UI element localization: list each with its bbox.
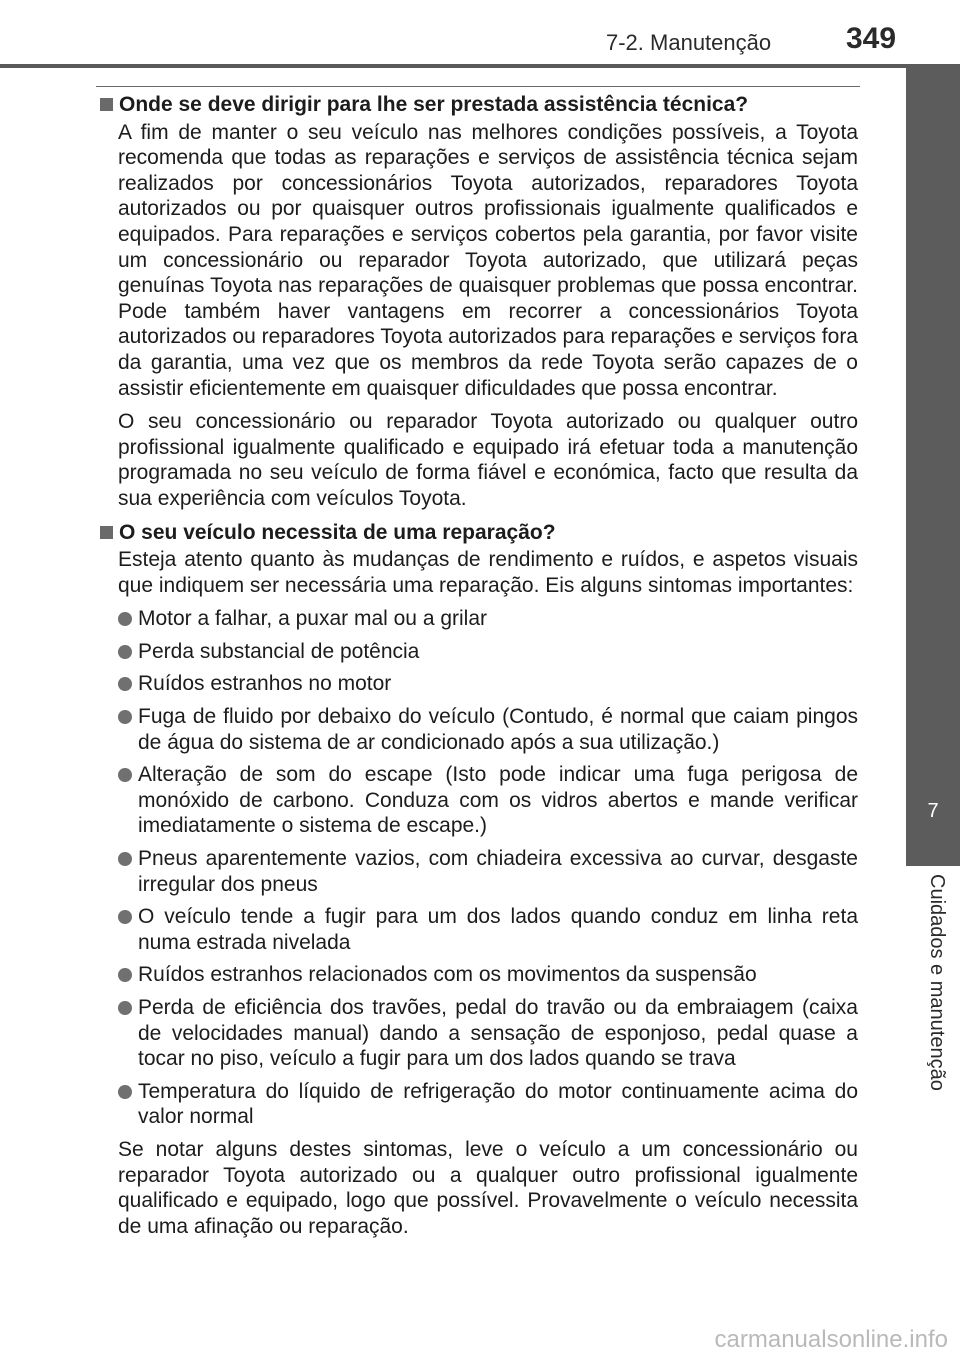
paragraph: O seu concessionário ou reparador Toyota autorizado ou qualquer outro profissional igualmente qualificado e equipado irá efetuar toda a manutenção programada no seu veículo de forma fiável e económica, facto que resulta da sua experiência com veículos Toyota. <box>118 410 858 510</box>
list-item-text: Alteração de som do escape (Isto pode indicar uma fuga perigosa de monóxido de carbono. Conduza com os vidros abertos e mande verificar imediatamente o sistema de escape.) <box>138 763 858 838</box>
circle-bullet-icon <box>118 968 132 982</box>
list-item <box>118 639 858 665</box>
section-heading-text: Onde se deve dirigir para lhe ser prestada assistência técnica? <box>119 93 749 116</box>
page-number: 349 <box>846 22 897 55</box>
circle-bullet-icon <box>118 677 132 691</box>
list-item <box>118 704 858 755</box>
square-bullet-icon <box>100 526 113 539</box>
content-top-rule <box>96 86 860 87</box>
section-heading-text: O seu veículo necessita de uma reparação? <box>119 520 556 544</box>
list-item <box>118 995 858 1072</box>
circle-bullet-icon <box>118 910 132 924</box>
list-item-text: Pneus aparentemente vazios, com chiadeira excessiva ao curvar, desgaste irregular dos pneus <box>138 847 858 896</box>
chapter-title: Cuidados e manutenção <box>926 874 948 1091</box>
chapter-number: 7 <box>927 800 939 822</box>
list-item <box>118 1079 858 1130</box>
circle-bullet-icon <box>118 612 132 626</box>
circle-bullet-icon <box>118 768 132 782</box>
list-item-text: Ruídos estranhos relacionados com os movimentos da suspensão <box>138 963 757 987</box>
list-item-text: Ruídos estranhos no motor <box>138 672 392 696</box>
list-item-text: Perda de eficiência dos travões, pedal do travão ou da embraiagem (caixa de velocidades manual) dando a sensação de esponjoso, pedal quase a tocar no piso, veículo a fugir para um dos lados quando se trava <box>138 996 858 1071</box>
closing-paragraph: Se notar alguns destes sintomas, leve o veículo a um concessionário ou reparador Toyota autorizado ou a qualquer outro profissional igualmente qualificado e equipado, logo que possível. Provavelmente o veículo necessita de uma afinação ou reparação. <box>118 1137 858 1238</box>
header-rule <box>0 64 960 68</box>
list-item <box>118 904 858 955</box>
circle-bullet-icon <box>118 1001 132 1015</box>
watermark: carmanualsonline.info <box>714 1326 948 1353</box>
paragraph: Esteja atento quanto às mudanças de rendimento e ruídos, e aspetos visuais que indiquem ser necessária uma reparação. Eis alguns sintomas importantes: <box>118 548 858 597</box>
chapter-side-tab <box>906 68 960 866</box>
page-content <box>96 92 858 1247</box>
list-item <box>118 606 858 632</box>
list-item-text: Fuga de fluido por debaixo do veículo (Contudo, é normal que caiam pingos de água do sistema de ar condicionado após a sua utilização.) <box>138 705 858 754</box>
circle-bullet-icon <box>118 852 132 866</box>
list-item-text: Motor a falhar, a puxar mal ou a grilar <box>138 607 488 631</box>
list-item-text: Perda substancial de potência <box>138 639 420 663</box>
paragraph: A fim de manter o seu veículo nas melhores condições possíveis, a Toyota recomenda que todas as reparações e serviços de assistência técnica sejam realizados por concessionários Toyota autorizados, reparadores Toyota autorizados ou por quaisquer outros profissionais igualmente qualificados e equipados. Para reparações e serviços cobertos pela garantia, por favor visite um concessionário ou reparador Toyota autorizado, que utilizará peças genuínas Toyota nas reparações de quaisquer problemas que possa encontrar. Pode também haver vantagens em recorrer a concessionários Toyota autorizados ou reparadores Toyota autorizados para reparações e serviços fora da garantia, uma vez que os membros da rede Toyota serão capazes de o assistir eficientemente em quaisquer dificuldades que possa encontrar. <box>118 120 858 400</box>
symptom-list <box>96 606 858 1130</box>
header-section-title: 7-2. Manutenção <box>606 30 772 55</box>
circle-bullet-icon <box>118 1085 132 1099</box>
list-item-text: Temperatura do líquido de refrigeração do motor continuamente acima do valor normal <box>138 1079 858 1129</box>
square-bullet-icon <box>100 98 113 111</box>
section-heading <box>96 520 858 546</box>
circle-bullet-icon <box>118 710 132 724</box>
list-item <box>118 962 858 988</box>
list-item <box>118 846 858 897</box>
list-item-text: O veículo tende a fugir para um dos lados quando conduz em linha reta numa estrada nivelada <box>138 905 858 954</box>
circle-bullet-icon <box>118 645 132 659</box>
list-item <box>118 762 858 839</box>
list-item <box>118 671 858 697</box>
section-heading <box>96 92 858 118</box>
